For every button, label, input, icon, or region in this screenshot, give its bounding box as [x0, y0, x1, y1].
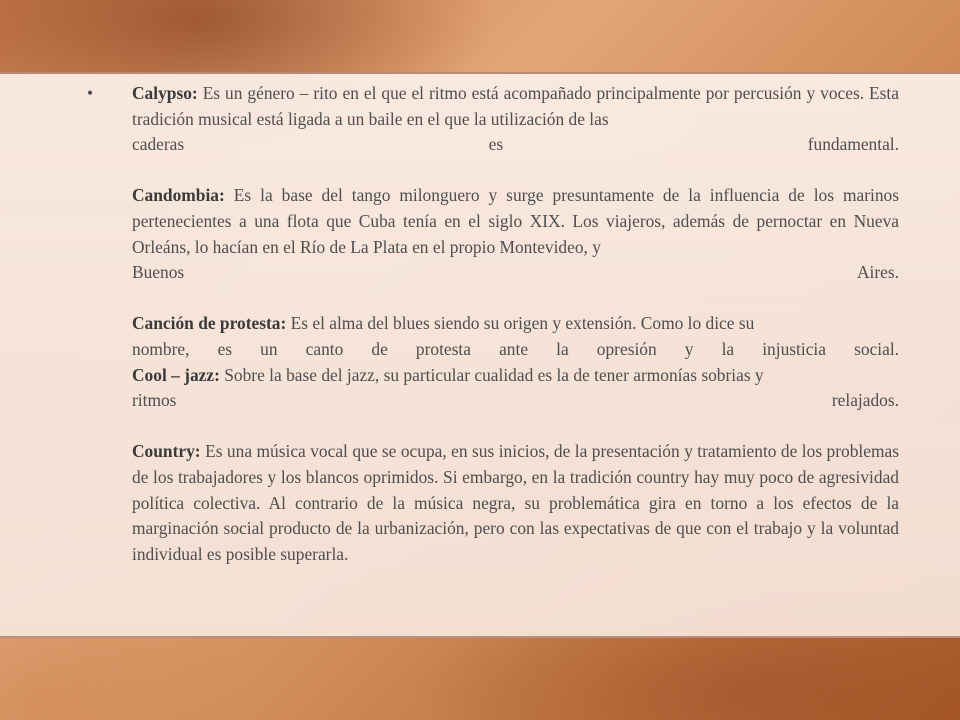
- term-cancion-de-protesta: Canción de protesta:: [132, 313, 287, 334]
- bullet-item: [87, 81, 899, 567]
- definition-last-line: ritmos relajados.: [132, 390, 899, 411]
- definition-country: [132, 439, 899, 567]
- definition-text: Es una música vocal que se ocupa, en sus inicios, de la presentación y tratamiento de los problemas de los trabajadores y los blancos oprimidos. Si embargo, en la tradición country hay muy poco de agresividad política colectiva. Al contrario de la música negra, su problemática gira en torno a los efectos de la marginación social producto de la urbanización, pero con las expectativas de que con el trabajo y la voluntad individual es posible superarla.: [132, 441, 899, 564]
- spacer: [132, 286, 899, 312]
- definition-last-line: nombre, es un canto de protesta ante la opresión y la injusticia social.: [132, 338, 899, 359]
- definition-text: Es un género – rito en el que el ritmo está acompañado principalmente por percusión y voces. Esta tradición musical está ligada a un baile en el que la utilización de las: [132, 83, 899, 129]
- term-calypso: Calypso:: [132, 83, 198, 103]
- spacer: [132, 414, 899, 440]
- term-candombia: Candombia:: [132, 185, 225, 206]
- definition-cancion-de-protesta: [132, 311, 899, 362]
- definition-text: Es el alma del blues siendo su origen y extensión. Como lo dice su: [290, 313, 755, 334]
- definition-last-line: caderas es fundamental.: [132, 134, 899, 155]
- definition-candombia: [132, 183, 899, 285]
- definition-cool-jazz: [132, 363, 899, 414]
- definition-text: Sobre la base del jazz, su particular cualidad es la de tener armonías sobrias y: [224, 364, 764, 385]
- slide-body: [87, 81, 899, 567]
- definition-last-line: Buenos Aires.: [132, 262, 899, 283]
- definition-calypso: [132, 81, 899, 158]
- term-country: Country:: [132, 441, 201, 462]
- spacer: [132, 158, 899, 184]
- bullet-glyph: •: [87, 83, 94, 103]
- term-cool-jazz: Cool – jazz:: [132, 364, 220, 385]
- definition-text: Es la base del tango milonguero y surge presuntamente de la influencia de los marinos pertenecientes a una flota que Cuba tenía en el siglo XIX. Los viajeros, además de pernoctar en Nueva Orleáns, lo hacían en el Río de La Plata en el propio Montevideo, y: [132, 185, 899, 257]
